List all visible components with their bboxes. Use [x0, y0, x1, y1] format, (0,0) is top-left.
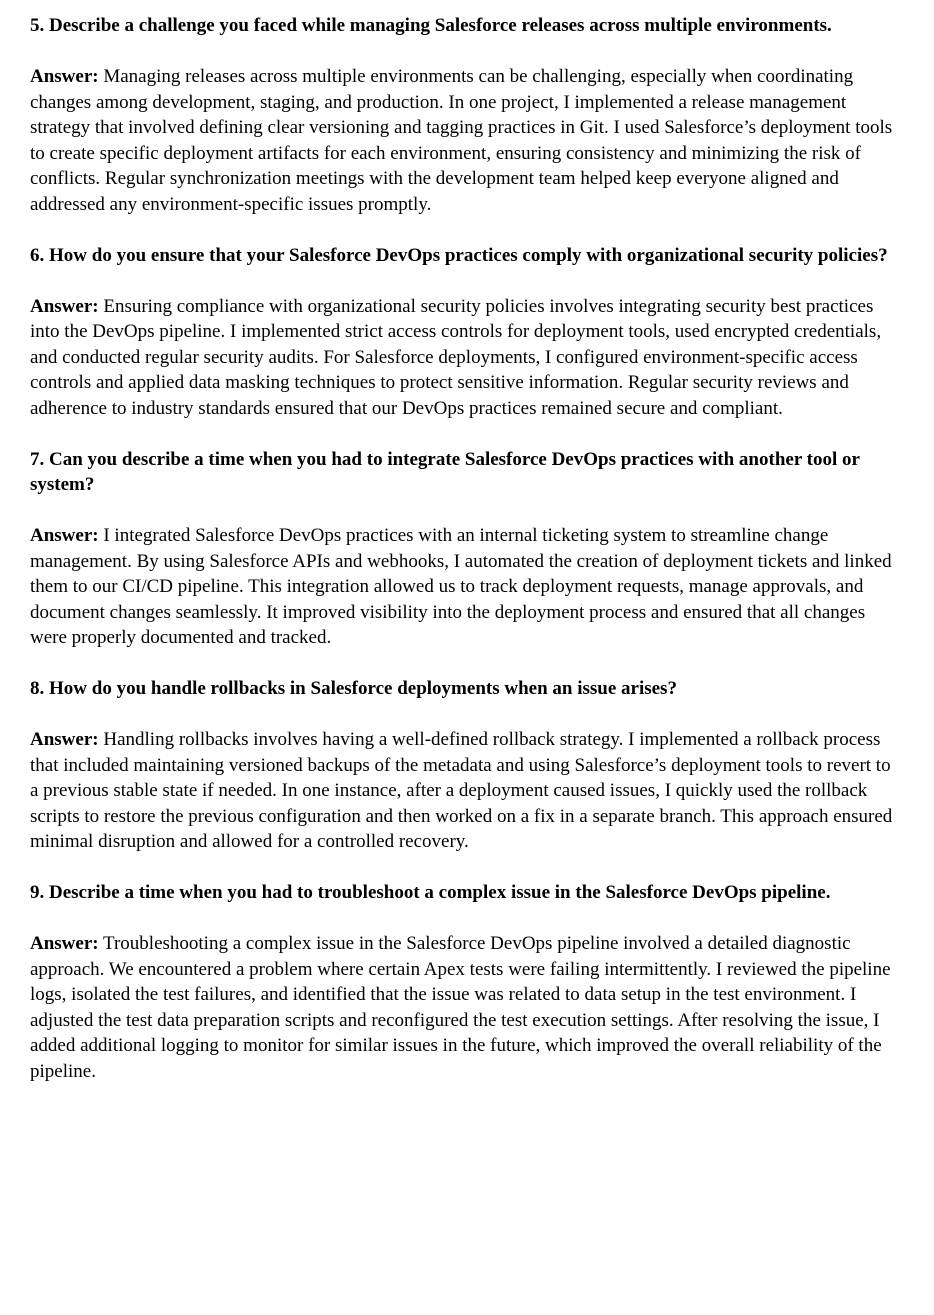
question-text: 8. How do you handle rollbacks in Salesforce deployments when an issue arises?: [30, 678, 677, 699]
answer-paragraph: [30, 523, 902, 651]
answer-text: I integrated Salesforce DevOps practices with an internal ticketing system to streamline change management. By using Salesforce APIs and webhooks, I automated the creation of deployment tickets and linked them to our CI/CD pipeline. This integration allowed us to track deployment requests, manage approvals, and document changes seamlessly. It improved visibility into the deployment process and ensured that all changes were properly documented and tracked.: [30, 525, 892, 648]
answer-label: Answer:: [30, 66, 99, 87]
qa-item-9: [30, 880, 902, 1084]
answer-text: Ensuring compliance with organizational security policies involves integrating security best practices into the DevOps pipeline. I implemented strict access controls for deployment tools, used encrypted credentials, and conducted regular security audits. For Salesforce deployments, I configured environment-specific access controls and applied data masking techniques to protect sensitive information. Regular security reviews and adherence to industry standards ensured that our DevOps practices remained secure and compliant.: [30, 295, 882, 419]
answer-paragraph: [30, 294, 902, 422]
question-text: 9. Describe a time when you had to troubleshoot a complex issue in the Salesforce DevOps pipeline.: [30, 882, 831, 903]
question-text: 7. Can you describe a time when you had to integrate Salesforce DevOps practices with another tool or system?: [30, 448, 860, 495]
answer-paragraph: [30, 64, 902, 217]
answer-text: Troubleshooting a complex issue in the Salesforce DevOps pipeline involved a detailed diagnostic approach. We encountered a problem where certain Apex tests were failing intermittently. I reviewed the pipeline logs, isolated the test failures, and identified that the issue was related to data setup in the test environment. I adjusted the test data preparation scripts and reconfigured the test execution settings. After resolving the issue, I added additional logging to monitor for similar issues in the future, which improved the overall reliability of the pipeline.: [30, 933, 891, 1082]
question-text: 5. Describe a challenge you faced while managing Salesforce releases across multiple environments.: [30, 15, 832, 36]
answer-label: Answer:: [30, 933, 99, 954]
answer-text: Handling rollbacks involves having a well-defined rollback strategy. I implemented a rollback process that included maintaining versioned backups of the metadata and using Salesforce’s deployment tools to revert to a previous stable state if needed. In one instance, after a deployment caused issues, I quickly used the rollback scripts to restore the previous configuration and then worked on a fix in a separate branch. This approach ensured minimal disruption and allowed for a controlled recovery.: [30, 729, 893, 852]
answer-text: Managing releases across multiple environments can be challenging, especially when coordinating changes among development, staging, and production. In one project, I implemented a release management strategy that involved defining clear versioning and tagging practices in Git. I used Salesforce’s deployment tools to create specific deployment artifacts for each environment, ensuring consistency and minimizing the risk of conflicts. Regular synchronization meetings with the development team helped keep everyone aligned and addressed any environment-specific issues promptly.: [30, 66, 893, 215]
answer-label: Answer:: [30, 295, 99, 317]
qa-item-5: [30, 13, 902, 217]
answer-paragraph: [30, 727, 902, 855]
answer-label: Answer:: [30, 729, 99, 750]
qa-item-7: [30, 447, 902, 651]
qa-item-8: [30, 676, 902, 855]
question-text: 6. How do you ensure that your Salesforce DevOps practices comply with organizational security policies?: [30, 244, 888, 266]
qa-item-6: [30, 243, 902, 422]
answer-paragraph: [30, 931, 902, 1084]
answer-label: Answer:: [30, 525, 99, 546]
